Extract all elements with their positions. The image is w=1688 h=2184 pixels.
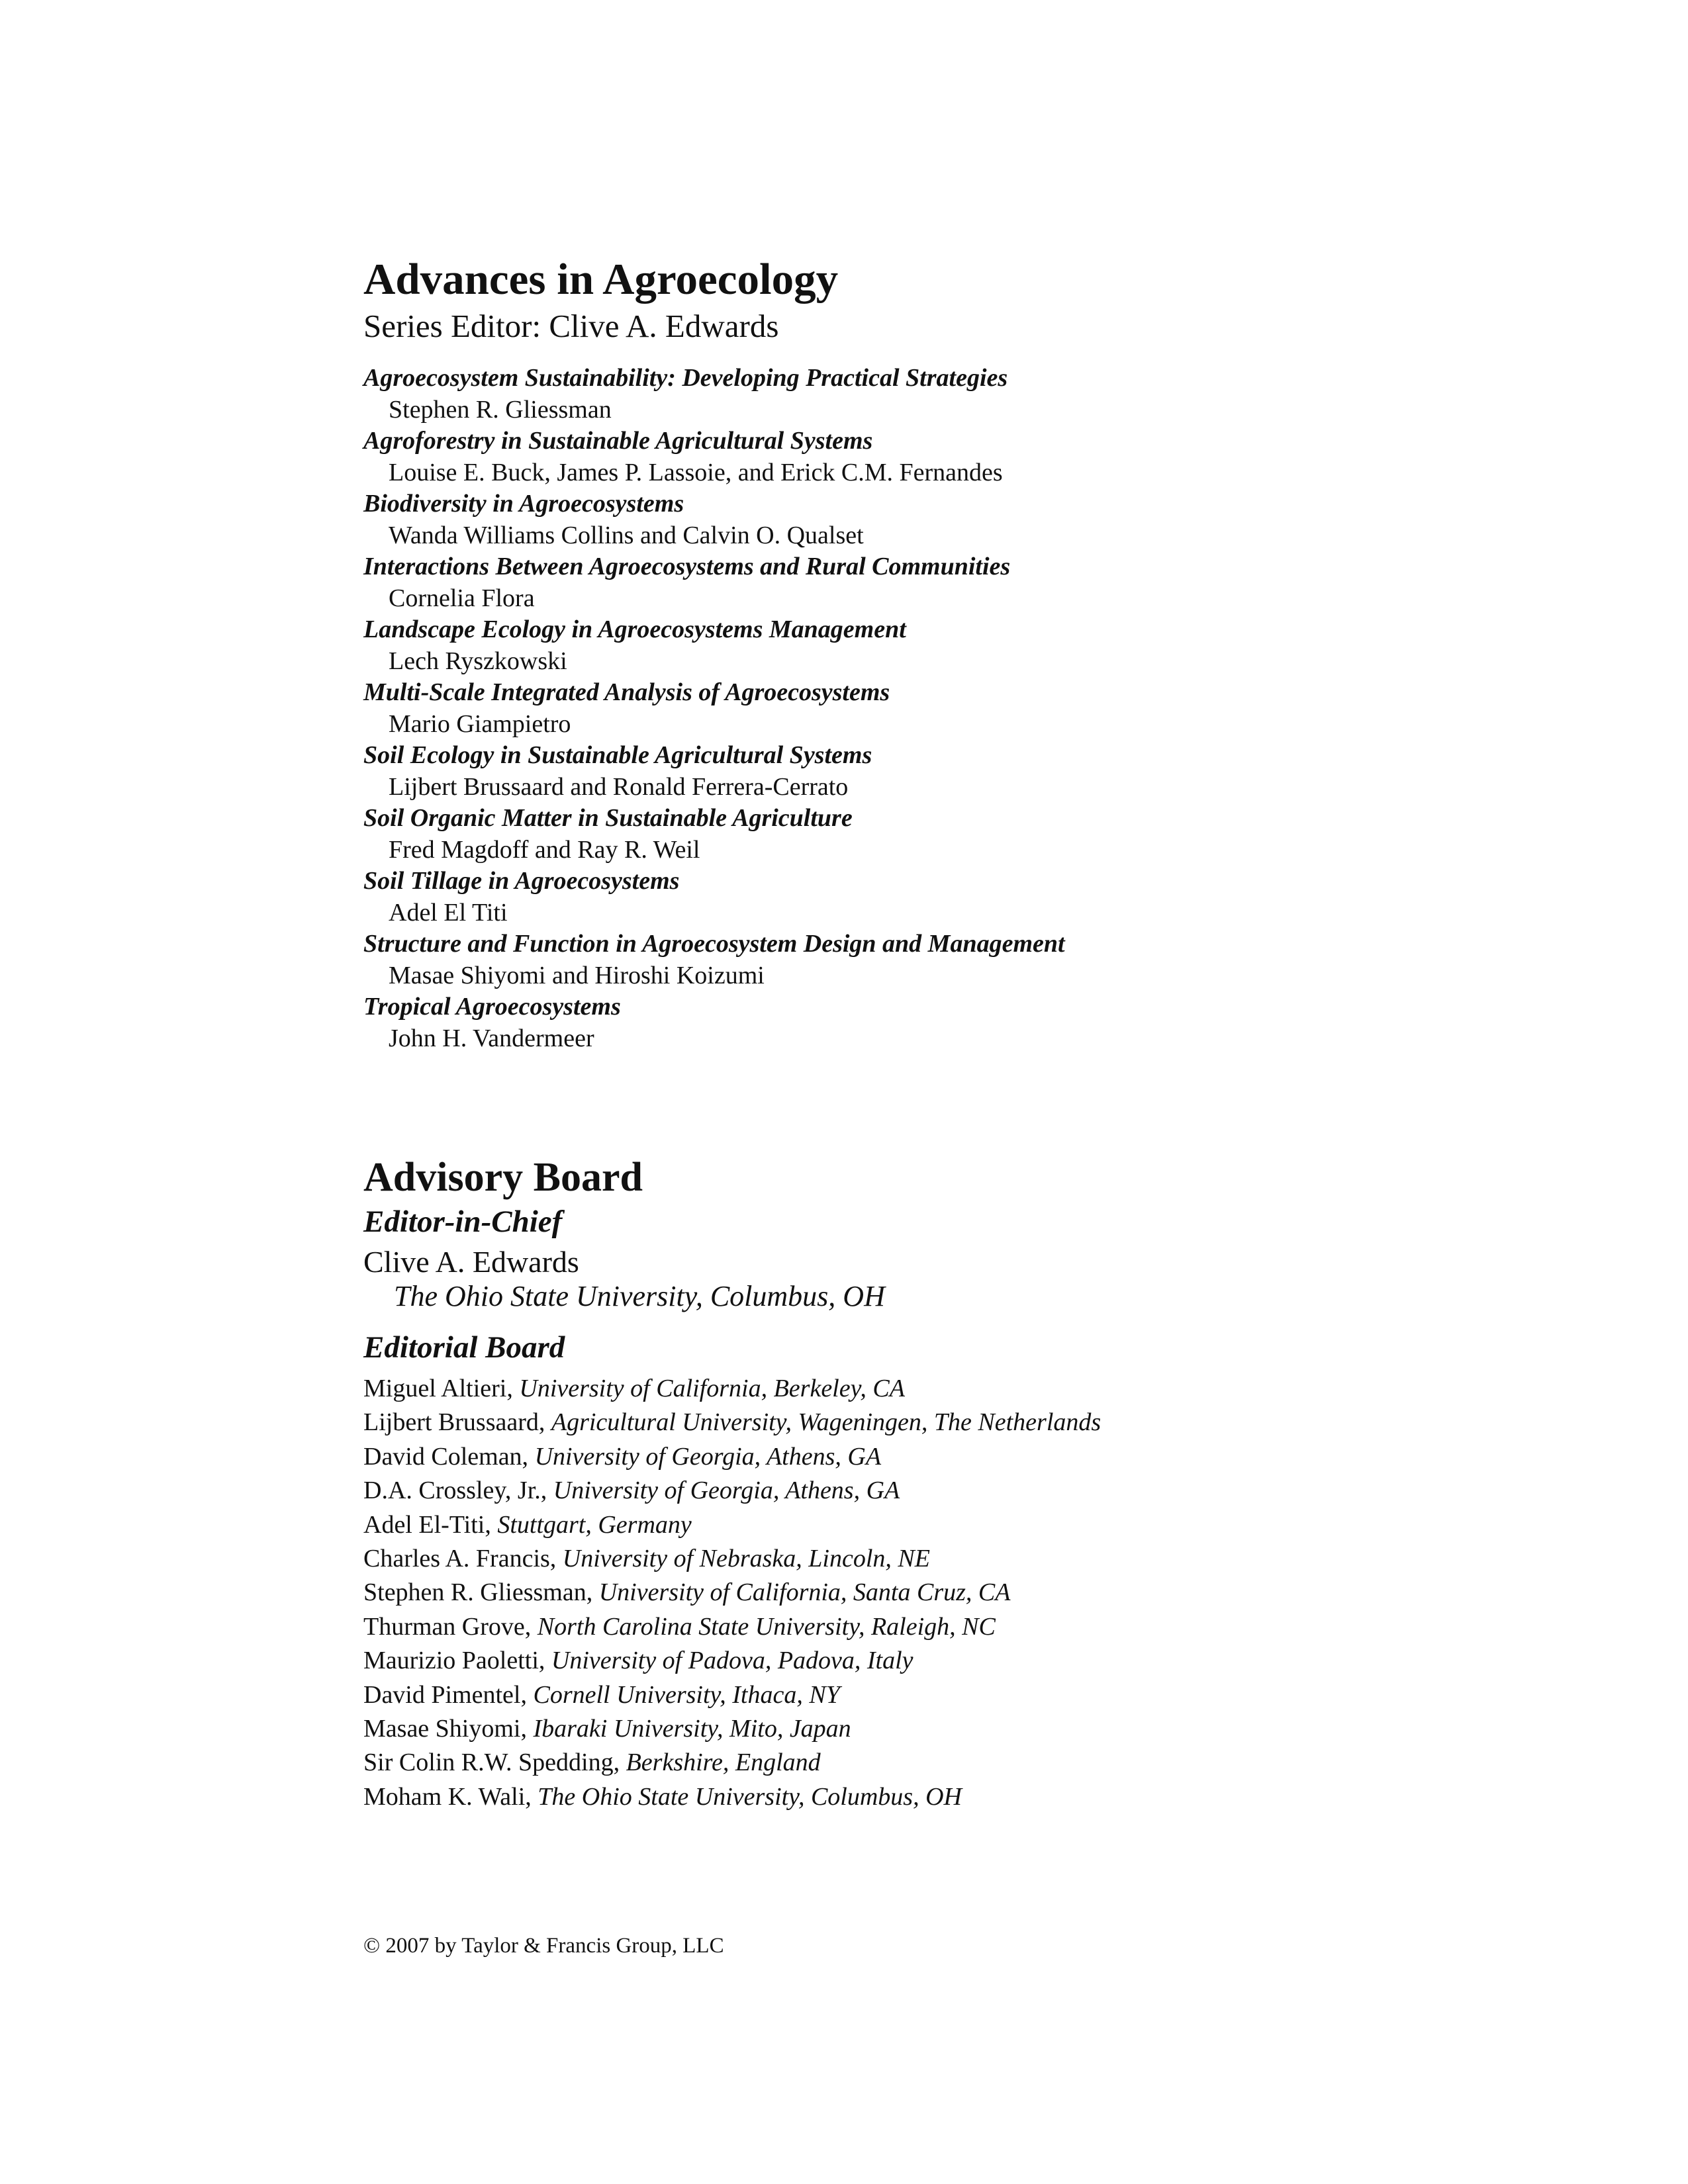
board-member (363, 1678, 1555, 1712)
member-name: Masae Shiyomi, (363, 1715, 527, 1743)
book-entry (363, 426, 1555, 488)
book-title: Soil Ecology in Sustainable Agricultural Systems (363, 741, 872, 769)
book-entry (363, 929, 1555, 991)
member-name: Thurman Grove, (363, 1612, 532, 1641)
book-title: Interactions Between Agroecosystems and Rural Communities (363, 553, 1011, 580)
board-member (363, 1712, 1555, 1746)
board-member (363, 1474, 1555, 1508)
member-name: Moham K. Wali, (363, 1782, 532, 1811)
copyright-notice: © 2007 by Taylor & Francis Group, LLC (363, 1934, 724, 1958)
book-entry (363, 363, 1555, 426)
book-authors: Lijbert Brussaard and Ronald Ferrera-Cerrato (389, 773, 849, 801)
book-title: Landscape Ecology in Agroecosystems Management (363, 615, 906, 643)
book-list (363, 363, 1555, 1054)
member-name: Sir Colin R.W. Spedding, (363, 1749, 620, 1777)
page-content (363, 251, 1555, 1814)
book-authors: Mario Giampietro (389, 710, 571, 738)
book-title: Tropical Agroecosystems (363, 993, 621, 1021)
board-member (363, 1644, 1555, 1678)
book-title: Agroecosystem Sustainability: Developing Practical Strategies (363, 364, 1008, 392)
book-entry (363, 677, 1555, 740)
member-affiliation: Ibaraki University, Mito, Japan (533, 1715, 851, 1743)
book-entry (363, 803, 1555, 866)
member-name: David Pimentel, (363, 1680, 527, 1709)
book-authors: Lech Ryszkowski (389, 647, 567, 675)
book-title: Structure and Function in Agroecosystem Design and Management (363, 930, 1065, 958)
book-authors: Stephen R. Gliessman (389, 396, 612, 424)
member-affiliation: University of Nebraska, Lincoln, NE (562, 1545, 930, 1573)
member-name: Stephen R. Gliessman, (363, 1578, 593, 1607)
editor-in-chief-affiliation: The Ohio State University, Columbus, OH (394, 1280, 885, 1312)
advisory-board-title: Advisory Board (363, 1155, 643, 1200)
book-entry (363, 551, 1555, 614)
member-affiliation: University of Georgia, Athens, GA (534, 1442, 882, 1471)
editor-in-chief-name: Clive A. Edwards (363, 1245, 579, 1279)
member-affiliation: Stuttgart, Germany (497, 1510, 692, 1539)
book-title: Soil Tillage in Agroecosystems (363, 867, 680, 895)
book-title: Agroforestry in Sustainable Agricultural Systems (363, 427, 873, 455)
member-affiliation: University of California, Berkeley, CA (519, 1375, 905, 1402)
member-name: Miguel Altieri, (363, 1375, 513, 1402)
board-member (363, 1372, 1555, 1406)
book-entry (363, 614, 1555, 677)
member-name: Adel El-Titi, (363, 1510, 491, 1539)
member-affiliation: University of Padova, Padova, Italy (551, 1647, 914, 1675)
book-authors: Fred Magdoff and Ray R. Weil (389, 836, 700, 864)
book-entry (363, 740, 1555, 803)
book-authors: Masae Shiyomi and Hiroshi Koizumi (389, 962, 765, 989)
member-affiliation: University of Georgia, Athens, GA (553, 1477, 900, 1505)
member-name: David Coleman, (363, 1442, 529, 1471)
series-editor: Series Editor: Clive A. Edwards (363, 308, 779, 344)
board-member (363, 1542, 1555, 1576)
board-member (363, 1406, 1555, 1439)
editorial-board-list (363, 1372, 1555, 1814)
board-member (363, 1746, 1555, 1780)
member-affiliation: Agricultural University, Wageningen, The Netherlands (551, 1408, 1102, 1437)
book-title: Soil Organic Matter in Sustainable Agriculture (363, 804, 853, 832)
board-member (363, 1440, 1555, 1474)
member-affiliation: The Ohio State University, Columbus, OH (538, 1782, 962, 1811)
book-authors: Adel El Titi (389, 899, 508, 927)
member-name: D.A. Crossley, Jr., (363, 1477, 547, 1505)
member-name: Charles A. Francis, (363, 1545, 557, 1573)
book-authors: Wanda Williams Collins and Calvin O. Qualset (389, 522, 864, 549)
book-authors: John H. Vandermeer (389, 1024, 594, 1052)
board-member (363, 1610, 1555, 1644)
editorial-board-heading: Editorial Board (363, 1330, 565, 1365)
member-affiliation: North Carolina State University, Raleigh, NC (537, 1612, 996, 1641)
editor-in-chief-heading: Editor-in-Chief (363, 1205, 563, 1239)
member-affiliation: Berkshire, England (626, 1749, 821, 1777)
member-affiliation: University of California, Santa Cruz, CA (598, 1578, 1011, 1607)
book-title: Multi-Scale Integrated Analysis of Agroecosystems (363, 678, 890, 706)
board-member (363, 1576, 1555, 1610)
board-member (363, 1780, 1555, 1814)
book-entry (363, 991, 1555, 1054)
book-title: Biodiversity in Agroecosystems (363, 490, 684, 518)
member-name: Maurizio Paoletti, (363, 1647, 545, 1675)
member-name: Lijbert Brussaard, (363, 1408, 545, 1437)
series-title: Advances in Agroecology (363, 255, 839, 304)
book-authors: Louise E. Buck, James P. Lassoie, and Erick C.M. Fernandes (389, 459, 1003, 486)
member-affiliation: Cornell University, Ithaca, NY (533, 1680, 840, 1709)
book-authors: Cornelia Flora (389, 584, 535, 612)
book-entry (363, 866, 1555, 929)
board-member (363, 1508, 1555, 1542)
book-entry (363, 488, 1555, 551)
